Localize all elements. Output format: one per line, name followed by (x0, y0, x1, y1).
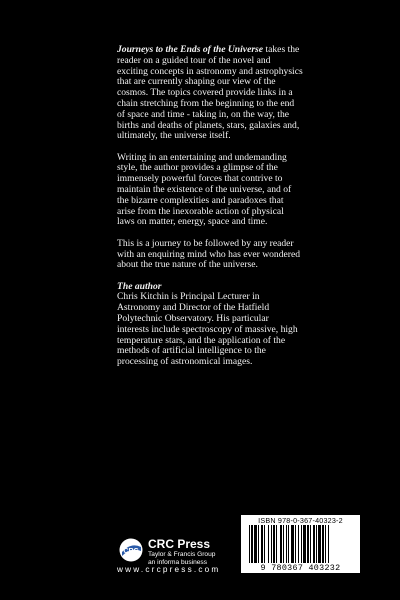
barcode-bar (273, 525, 275, 563)
style-paragraph: Writing in an entertaining and undemanding style, the author provides a glimpse of the immensely powerful forces that contrive to maintain the existence of the universe, and of the bizarre complexities and paradoxes that arise from the inexorable action of physical laws on matter, energy, space and time. (117, 151, 292, 228)
barcode-bar (313, 525, 315, 563)
intro-text: takes the reader on a guided tour of the novel and exciting concepts in astronomy and astrophysics that are currently shaping our view of the cosmos. The topics covered provide links in a chain stretching from the beginning to the end of space and time - taking in, on the way, the births and deaths of planets, stars, galaxies and, ultimately, the universe itself. (117, 44, 303, 142)
author-heading: The author (117, 280, 162, 292)
barcode-bars (249, 525, 353, 563)
author-section (117, 282, 303, 368)
barcode-bar (307, 525, 309, 563)
barcode-bar (280, 525, 282, 563)
barcode-bar (322, 525, 324, 563)
publisher-business: an informa business (148, 559, 208, 566)
barcode-bar (286, 525, 287, 563)
crc-logo-text: CRC (123, 548, 139, 555)
barcode-bar (261, 525, 263, 563)
isbn-label: ISBN 978-0-367-40323-2 (258, 516, 343, 525)
barcode-bar (328, 525, 329, 563)
isbn-barcode (241, 515, 360, 573)
barcode-bar (264, 525, 265, 563)
barcode-bar (254, 525, 257, 563)
publisher-block (148, 538, 215, 567)
crc-logo-icon (119, 538, 143, 562)
intro-paragraph (117, 45, 303, 142)
barcode-bar (283, 525, 284, 563)
barcode-bar (258, 525, 259, 563)
publisher-url[interactable]: www.crcpress.com (117, 565, 221, 574)
barcode-bar (325, 525, 326, 563)
barcode-bar (303, 525, 306, 563)
audience-paragraph: This is a journey to be followed by any reader with an enquiring mind who has ever wondered about the true nature of the universe. (117, 237, 301, 271)
barcode-bar (318, 525, 321, 563)
barcode-bar (271, 525, 272, 563)
back-cover-blurb (117, 45, 303, 379)
publisher-group: Taylor & Francis Group (148, 551, 216, 558)
book-title: Journeys to the Ends of the Universe (117, 44, 264, 55)
barcode-bar (316, 525, 317, 563)
author-bio: Chris Kitchin is Principal Lecturer in Astronomy and Director of the Hatfield Polytechnic Observatory. His particular interests include spectroscopy of massive, high temperature stars, and the application of the methods of artificial intelligence to the processing of astronomical images. (117, 291, 298, 368)
barcode-bar (291, 525, 294, 563)
isbn-number: 9 780367 403232 (243, 563, 358, 573)
barcode-bar (298, 525, 299, 563)
barcode-bar (251, 525, 253, 563)
barcode-bar (288, 525, 289, 563)
publisher-name: CRC Press (148, 537, 211, 551)
barcode-bar (310, 525, 311, 563)
barcode-bar (276, 525, 277, 563)
barcode-bar (301, 525, 302, 563)
barcode-bar (249, 525, 250, 563)
barcode-bar (295, 525, 296, 563)
barcode-bar (268, 525, 269, 563)
